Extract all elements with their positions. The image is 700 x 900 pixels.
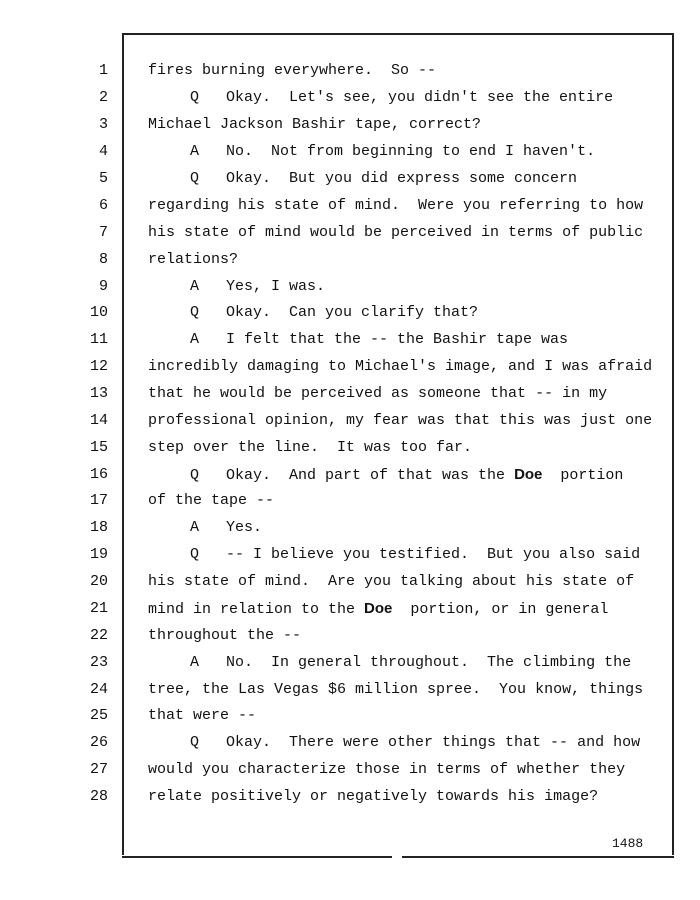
line-number: 21 [89, 600, 108, 617]
transcript-line: A No. Not from beginning to end I haven't. [190, 143, 596, 160]
bottom-rule-right [402, 856, 674, 858]
redacted-name-doe: Doe [514, 466, 543, 483]
line-number: 17 [89, 492, 108, 509]
line-number: 10 [89, 304, 108, 321]
transcript-line: his state of mind. Are you talking about his state of [148, 573, 635, 590]
line-number: 2 [98, 89, 108, 106]
line-number: 22 [89, 627, 108, 644]
line-number: 18 [89, 519, 108, 536]
line-number: 27 [89, 761, 108, 778]
transcript-line: Q Okay. But you did express some concern [190, 170, 578, 187]
line-number: 19 [89, 546, 108, 563]
transcript-line [148, 599, 608, 620]
line-text: portion [542, 467, 624, 484]
transcript-line: Q Okay. There were other things that -- and how [190, 734, 641, 751]
line-text: Q Okay. And part of that was the [190, 467, 515, 484]
transcript-line: A No. In general throughout. The climbing the [190, 654, 632, 671]
transcript-line: Q Okay. Let's see, you didn't see the entire [190, 89, 614, 106]
bottom-rule-left [122, 856, 392, 858]
transcript-line: Michael Jackson Bashir tape, correct? [148, 116, 482, 133]
transcript-line: professional opinion, my fear was that this was just one [148, 412, 653, 429]
line-number: 9 [98, 278, 108, 295]
line-number: 4 [98, 143, 108, 160]
line-number: 28 [89, 788, 108, 805]
redacted-name-doe: Doe [364, 600, 393, 617]
transcript-line: A I felt that the -- the Bashir tape was [190, 331, 569, 348]
line-number: 25 [89, 707, 108, 724]
transcript-line: of the tape -- [148, 492, 275, 509]
line-number: 13 [89, 385, 108, 402]
line-number: 5 [98, 170, 108, 187]
transcript-line: would you characterize those in terms of whether they [148, 761, 626, 778]
transcript-line [190, 465, 623, 486]
line-number: 8 [98, 251, 108, 268]
line-number: 6 [98, 197, 108, 214]
page-number: 1488 [612, 836, 644, 851]
transcript-line: throughout the -- [148, 627, 302, 644]
line-number: 12 [89, 358, 108, 375]
transcript-line: Q Okay. Can you clarify that? [190, 304, 479, 321]
line-number: 20 [89, 573, 108, 590]
transcript-line: regarding his state of mind. Were you referring to how [148, 197, 644, 214]
transcript-line: that were -- [148, 707, 257, 724]
line-number: 26 [89, 734, 108, 751]
line-text: mind in relation to the [148, 601, 365, 618]
transcript-line: his state of mind would be perceived in terms of public [148, 224, 644, 241]
line-number: 7 [98, 224, 108, 241]
line-text: portion, or in general [392, 601, 609, 618]
transcript-line: step over the line. It was too far. [148, 439, 473, 456]
transcript-line: A Yes, I was. [190, 278, 326, 295]
transcript-line: Q -- I believe you testified. But you also said [190, 546, 641, 563]
transcript-line: relations? [148, 251, 239, 268]
line-number: 16 [89, 466, 108, 483]
line-number: 15 [89, 439, 108, 456]
line-number: 3 [98, 116, 108, 133]
line-number: 11 [89, 331, 108, 348]
line-number: 14 [89, 412, 108, 429]
transcript-line: incredibly damaging to Michael's image, and I was afraid [148, 358, 653, 375]
transcript-line: fires burning everywhere. So -- [148, 62, 437, 79]
transcript-line: that he would be perceived as someone that -- in my [148, 385, 608, 402]
line-number: 24 [89, 681, 108, 698]
transcript-line: A Yes. [190, 519, 263, 536]
line-number: 1 [98, 62, 108, 79]
line-number: 23 [89, 654, 108, 671]
transcript-line: tree, the Las Vegas $6 million spree. You know, things [148, 681, 644, 698]
transcript-line: relate positively or negatively towards his image? [148, 788, 599, 805]
